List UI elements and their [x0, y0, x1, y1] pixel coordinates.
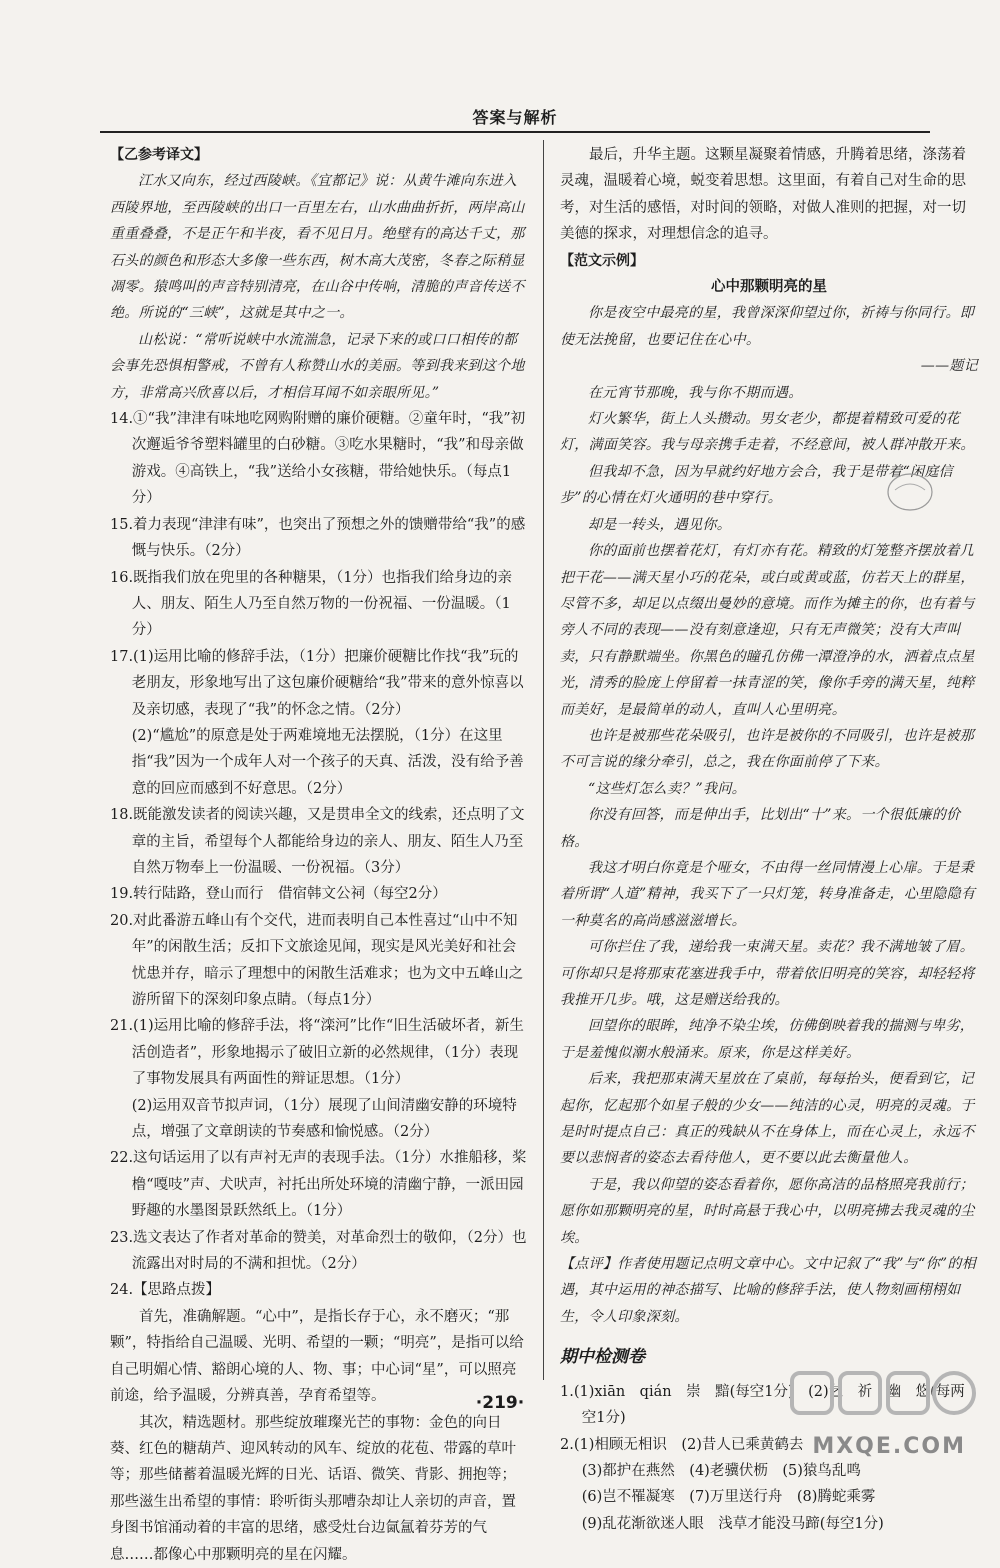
left-paragraph: 【乙参考译文】: [110, 147, 208, 163]
exam-answer-2-row2: (3)都护在燕然 (4)老骥伏枥 (5)猿鸟乱鸣: [581, 1462, 861, 1479]
left-paragraph: 首先，准确解题。“心中”，是指长存于心，永不磨灭；“那颗”，特指给自己温暖、光明、希望的一颗；“明亮”，是指可以给自己明媚心情、豁朗心境的人、物、事；中心词“星”，可以照亮前途，给予温暖，分辨真善，孕育希望等。: [110, 1308, 524, 1405]
right-paragraph: 最后，升华主题。这颗星凝聚着情感，升腾着思绪，涤荡着灵魂，温暖着心境，蜕变着思想。这里面，有着自己对生命的思考，对生活的感悟，对时间的领略，对做人准则的把握，对一切美德的探求，对理想信念的追寻。: [560, 147, 966, 243]
left-paragraph: 21.(1)运用比喻的修辞手法，将“滦河”比作“旧生活破坏者，新生活创造者”，形象地揭示了破旧立新的必然规律，（1分）表现了事物发展具有两面性的辩证思想。（1分）: [110, 1018, 524, 1088]
right-paragraph: 你的面前也摆着花灯，有灯亦有花。精致的灯笼整齐摆放着几把干花——满天星小巧的花朵，或白或黄或蓝，仿若天上的群星，尽管不多，却足以点缀出曼妙的意境。而作为摊主的你，也有着与旁人不同的表现——没有刻意逢迎，只有无声微笑；没有大声叫卖，只有静默端坐。你黑色的瞳孔仿佛一潭澄净的水，洒着点点星光，清秀的脸庞上停留着一抹青涩的笑，像你手旁的满天星，纯粹而美好，是最简单的动人，直叫人心里明亮。: [560, 543, 975, 718]
right-paragraph: 【范文示例】: [560, 252, 644, 269]
page-header: [100, 103, 930, 133]
exam-answer-2-row3: (6)岂不罹凝寒 (7)万里送行舟 (8)腾蛇乘雾: [581, 1489, 876, 1506]
left-paragraph: 19.转行陆路，登山而行 借宿韩文公祠（每空2分）: [110, 886, 447, 903]
right-paragraph: 【点评】作者使用题记点明文章中心。文中记叙了“我”与“你”的相遇，其中运用的神态描写、比喻的修辞手法，使人物刻画栩栩如生，令人印象深刻。: [560, 1256, 976, 1325]
left-paragraph: 23.选文表达了作者对革命的赞美，对革命烈士的敬仰，（2分）也流露出对时局的不满和担忧。（2分）: [110, 1229, 527, 1273]
right-paragraph: 你没有回答，而是伸出手，比划出“十”来。一个很低廉的价格。: [560, 807, 961, 850]
left-paragraph: 15.着力表现“津津有味”，也突出了预想之外的馈赠带给“我”的感慨与快乐。（2分）: [110, 516, 526, 560]
left-paragraph: (2)“尴尬”的原意是处于两难境地无法摆脱，（1分）在这里指“我”因为一个成年人对一个孩子的天真、活泼，没有给予善意的回应而感到不好意思。（2分）: [131, 727, 524, 797]
left-paragraph: 16.既指我们放在兜里的各种糖果，（1分）也指我们给身边的亲人、朋友、陌生人乃至自然万物的一份祝福、一份温暖。（1分）: [110, 569, 513, 639]
left-paragraph: 18.既能激发读者的阅读兴趣，又是贯串全文的线索，还点明了文章的主旨，希望每个人都能给身边的亲人、朋友、陌生人乃至自然万物奉上一份温暖、一份祝福。（3分）: [110, 807, 525, 876]
right-paragraph: “这些灯怎么卖？”我问。: [588, 780, 746, 797]
right-paragraph: 我这才明白你竟是个哑女，不由得一丝同情漫上心扉。于是秉着所谓“人道”精神，我买下了一只灯笼，转身准备走，心里隐隐有一种莫名的高尚感滋滋增长。: [560, 859, 976, 929]
left-paragraph: 山松说：“常听说峡中水流湍急，记录下来的或口口相传的都会事先恐惧相警戒，不曾有人称赞山水的美丽。等到我来到这个地方，非常高兴欣喜以后，才相信耳闻不如亲眼所见。”: [110, 331, 525, 401]
right-paragraph: 回望你的眼眸，纯净不染尘埃，仿佛倒映着我的揣测与卑劣，于是羞愧似潮水般涌来。原来，你是这样美好。: [560, 1018, 975, 1061]
right-paragraph: 在元宵节那晚，我与你不期而遇。: [588, 384, 803, 401]
column-divider: [543, 140, 544, 1380]
left-paragraph: 江水又向东，经过西陵峡。《宜都记》说：从黄牛滩向东进入西陵界地，至西陵峡的出口一百里左右，山水曲曲折折，两岸高山重重叠叠，不是正午和半夜，看不见日月。绝壁有的高达千丈，那石头的颜色和形态大多像一些东西，树木高大茂密，冬春之际稍显凋零。猿鸣叫的声音特别清亮，在山谷中传响，清脆的声音传送不绝。所说的“三峡”，这就是其中之一。: [110, 173, 525, 322]
right-paragraph: ——题记: [920, 358, 978, 375]
left-paragraph: (2)运用双音节拟声词，（1分）展现了山间清幽安静的环境特点，增强了文章朗读的节奏感和愉悦感。（2分）: [131, 1097, 517, 1141]
left-paragraph: 其次，精选题材。那些绽放璀璨光芒的事物：金色的向日葵、红色的糖葫芦、迎风转动的风车、绽放的花苞、带露的草叶等；那些储蓄着温暖光辉的日光、话语、微笑、背影、拥抱等；那些滋生出希望的事情：聆听街头那嘈杂却让人亲切的声音，置身图书馆涌动着的丰富的思绪，感受灶台边氤氲着芬芳的气息……都像心中那颗明亮的星在闪耀。: [110, 1414, 516, 1563]
right-column: [560, 142, 978, 1537]
exam-answer-1: 1.(1)xiān qián 崇 黯(每空1分) (2)乞 祈 幽 悠(每两空1分): [560, 1383, 965, 1427]
left-paragraph: 20.对此番游五峰山有个交代，进而表明自己本性喜过“山中不知年”的闲散生活；反扣下文旅途见闻，现实是风光美好和社会忧患并存，暗示了理想中的闲散生活难求；也为文中五峰山之游所留下的深刻印象点睛。（每点1分）: [110, 912, 524, 1008]
right-paragraph: 但我却不急，因为早就约好地方会合，我于是带着“闲庭信步”的心情在灯火通明的巷中穿行。: [560, 463, 953, 507]
right-paragraph: 灯火繁华，街上人头攒动。男女老少，都提着精致可爱的花灯，满面笑容。我与母亲携手走着，不经意间，被人群冲散开来。: [560, 411, 975, 454]
right-paragraph: 可你拦住了我，递给我一束满天星。卖花？我不满地皱了眉。可你却只是将那束花塞进我手中，带着依旧明亮的笑容，却轻轻将我推开几步。哦，这是赠送给我的。: [560, 939, 975, 1008]
page-number: ·219·: [475, 1393, 525, 1413]
stamp-mark: [885, 470, 935, 514]
left-paragraph: 14.①“我”津津有味地吃网购附赠的廉价硬糖。②童年时，“我”初次邂逅爷爷塑料罐里的白砂糖。③吃水果糖时，“我”和母亲做游戏。④高铁上，“我”送给小女孩糖，带给她快乐。（每点1分）: [110, 411, 526, 507]
header-title: 答案与解析: [472, 108, 558, 127]
exam-answer-2-row4: (9)乱花渐欲迷人眼 浅草才能没马蹄(每空1分): [581, 1515, 884, 1532]
left-paragraph: 17.(1)运用比喻的修辞手法，（1分）把廉价硬糖比作找“我”玩的老朋友，形象地写出了这包廉价硬糖给“我”带来的意外惊喜以及亲切感，表现了“我”的怀念之情。（2分）: [110, 648, 524, 718]
left-paragraph: 22.这句话运用了以有声衬无声的表现手法。（1分）水推船移，桨橹“嘎吱”声、犬吠声，衬托出所处环境的清幽宁静，一派田园野趣的水墨图景跃然纸上。（1分）: [110, 1150, 527, 1220]
right-paragraph: 也许是被那些花朵吸引，也许是被你的不同吸引，也许是被那不可言说的缘分牵引，总之，我在你面前停了下来。: [560, 727, 975, 771]
left-paragraph: 24.【思路点拨】: [110, 1282, 221, 1299]
exam-section-title: 期中检测卷: [560, 1347, 645, 1368]
right-paragraph: 后来，我把那束满天星放在了桌前，每每抬头，便看到它，记起你，忆起那个如星子般的少女——纯洁的心灵，明亮的灵魂。于是时时提点自己：真正的残缺从不在身体上，而在心灵上，永远不要以悲悯者的姿态去看待他人，更不要以此去衡量他人。: [560, 1071, 975, 1167]
right-paragraph: 心中那颗明亮的星: [711, 279, 827, 296]
exam-answer-2: 2.(1)相顾无相识 (2)昔人已乘黄鹤去: [560, 1436, 804, 1453]
left-column: [110, 142, 528, 1568]
right-paragraph: 于是，我以仰望的姿态看着你，愿你高洁的品格照亮我前行；愿你如那颗明亮的星，时时高悬于我心中，以明亮拂去我灵魂的尘埃。: [560, 1176, 975, 1246]
watermark-text: MXQE.COM: [812, 1434, 966, 1459]
right-column-body: [560, 142, 978, 1330]
right-paragraph: 却是一转头，遇见你。: [588, 516, 731, 533]
right-paragraph: 你是夜空中最亮的星，我曾深深仰望过你，祈祷与你同行。即使无法挽留，也要记住在心中。: [560, 305, 975, 348]
